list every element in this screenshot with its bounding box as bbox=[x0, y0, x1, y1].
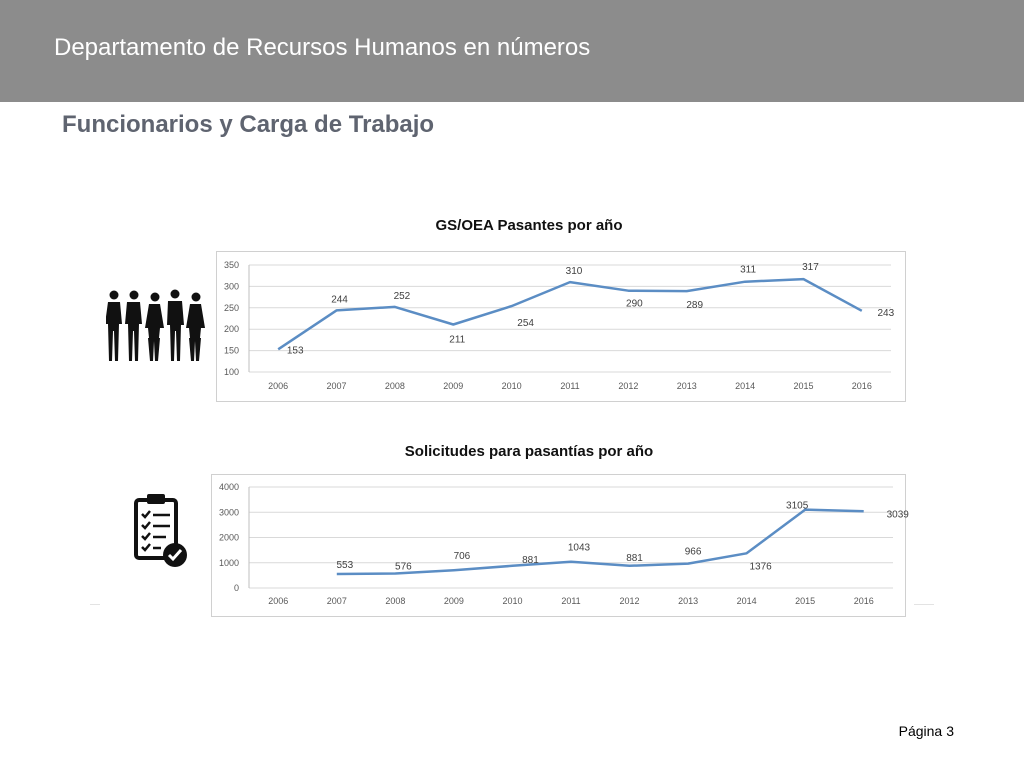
chart-2-y-tick-label: 4000 bbox=[218, 482, 239, 492]
chart-2-x-tick-label: 2011 bbox=[561, 596, 581, 606]
chart-1-x-tick-label: 2006 bbox=[268, 381, 289, 391]
chart-1-data-label: 311 bbox=[740, 264, 757, 276]
chart-1-data-label: 244 bbox=[331, 294, 348, 306]
chart-1-data-label: 153 bbox=[286, 345, 304, 357]
chart-2-x-tick-label: 2010 bbox=[502, 596, 523, 606]
chart-1-y-tick-label: 200 bbox=[223, 324, 239, 335]
chart-1-data-label: 243 bbox=[877, 307, 895, 319]
chart-2-data-label: 881 bbox=[626, 552, 643, 564]
chart-1-data-label: 317 bbox=[802, 262, 819, 274]
chart-1-data-label: 211 bbox=[449, 334, 466, 346]
chart-2-data-label: 881 bbox=[522, 554, 539, 566]
chart-1-y-tick-label: 150 bbox=[223, 345, 239, 356]
chart-1-series-line bbox=[278, 279, 862, 349]
chart-1-x-tick-label: 2010 bbox=[501, 381, 522, 391]
chart-1-x-tick-label: 2012 bbox=[618, 381, 639, 391]
chart-1-x-tick-label: 2016 bbox=[851, 381, 872, 391]
chart-2-y-tick-label: 2000 bbox=[218, 532, 239, 543]
chart-1-y-tick-label: 250 bbox=[223, 302, 239, 313]
page-label: Página bbox=[898, 723, 943, 739]
chart-2-box bbox=[211, 474, 909, 617]
chart-2-y-tick-label: 0 bbox=[233, 583, 239, 593]
chart-2-data-label: 3039 bbox=[886, 509, 909, 521]
chart-1-data-label: 289 bbox=[686, 300, 704, 312]
chart-1-x-tick-label: 2011 bbox=[560, 381, 580, 391]
chart-2-data-label: 1043 bbox=[567, 542, 591, 554]
chart-2-data-label: 706 bbox=[453, 551, 471, 563]
section-title: Funcionarios y Carga de Trabajo bbox=[62, 111, 435, 138]
page-number-value: 3 bbox=[946, 723, 954, 739]
chart-1-x-tick-label: 2009 bbox=[443, 381, 464, 391]
chart-1-x-tick-label: 2014 bbox=[735, 381, 756, 391]
chart-2-x-tick-label: 2006 bbox=[268, 596, 289, 606]
page-number bbox=[899, 723, 958, 739]
chart-1-svg bbox=[217, 252, 905, 401]
chart-2-data-label: 966 bbox=[684, 546, 702, 558]
chart-2-svg bbox=[212, 475, 909, 616]
page-title: Departamento de Recursos Humanos en números bbox=[54, 34, 591, 61]
chart-1-box bbox=[216, 251, 906, 402]
chart-1-data-label: 254 bbox=[517, 318, 534, 330]
chart-2-x-tick-label: 2016 bbox=[853, 596, 874, 606]
chart-2-x-tick-label: 2015 bbox=[795, 596, 816, 606]
chart-1-x-tick-label: 2013 bbox=[676, 381, 697, 391]
chart-2-x-tick-label: 2013 bbox=[678, 596, 699, 606]
chart-2-x-tick-label: 2008 bbox=[385, 596, 406, 606]
chart-2-series-line bbox=[337, 510, 864, 574]
chart-2-data-label: 3105 bbox=[786, 500, 809, 512]
chart-2-x-tick-label: 2012 bbox=[619, 596, 640, 606]
chart-1-data-label: 252 bbox=[393, 290, 411, 302]
chart-1-y-tick-label: 100 bbox=[223, 367, 239, 377]
chart-1-x-tick-label: 2007 bbox=[326, 381, 347, 391]
faint-divider-right bbox=[914, 604, 934, 605]
chart-2-x-tick-label: 2014 bbox=[736, 596, 757, 606]
clipboard-checklist-icon bbox=[133, 492, 191, 572]
chart-2-y-tick-label: 3000 bbox=[218, 507, 239, 518]
chart-2-data-label: 576 bbox=[395, 561, 412, 573]
chart-2-y-tick-label: 1000 bbox=[218, 557, 239, 568]
chart-1-y-tick-label: 300 bbox=[223, 281, 239, 292]
chart-1-title: GS/OEA Pasantes por año bbox=[435, 217, 623, 234]
chart-2-data-label: 1376 bbox=[749, 561, 772, 573]
people-group-icon bbox=[106, 289, 206, 361]
chart-2-data-label: 553 bbox=[336, 560, 354, 572]
chart-2-title: Solicitudes para pasantías por año bbox=[404, 443, 654, 460]
chart-1-y-tick-label: 350 bbox=[223, 260, 239, 270]
faint-divider-left bbox=[90, 604, 100, 605]
chart-1-data-label: 290 bbox=[626, 298, 643, 310]
chart-2-x-tick-label: 2007 bbox=[326, 596, 347, 606]
chart-2-x-tick-label: 2009 bbox=[443, 596, 464, 606]
chart-1-x-tick-label: 2008 bbox=[384, 381, 405, 391]
chart-1-data-label: 310 bbox=[565, 266, 583, 278]
chart-1-x-tick-label: 2015 bbox=[793, 381, 814, 391]
